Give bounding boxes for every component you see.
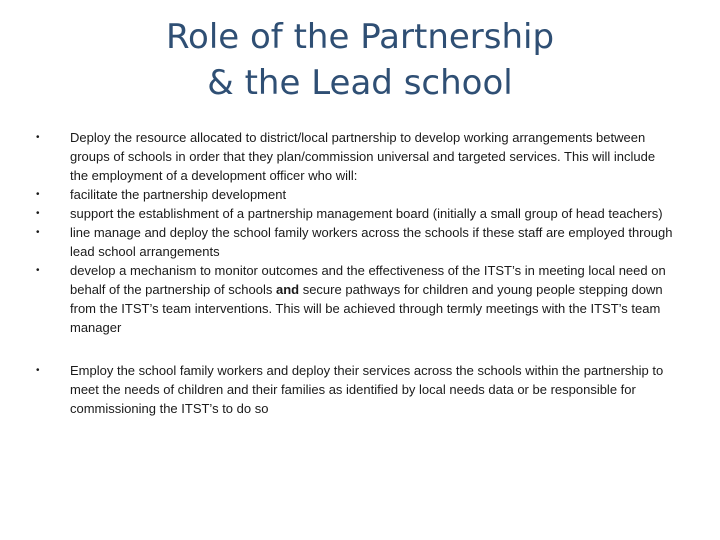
bullet-item [36, 204, 676, 223]
bullet-icon: • [36, 189, 40, 200]
bullet-text-before: develop a mechanism to monitor outcomes and the effectiveness of the ITST’s in meeting local need on behalf of the partnership of schools [70, 263, 666, 297]
bullet-icon: • [36, 132, 40, 143]
bullet-text-after: secure pathways for children and young people stepping down from the ITST’s team interventions. This will be achieved through termly meetings with the ITST’s team manager [70, 282, 663, 335]
bullet-text: Deploy the resource allocated to district/local partnership to develop working arrangements between groups of schools in order that they plan/commission universal and targeted services. This will include the employment of a development officer who will: [70, 130, 656, 183]
bullet-text [70, 263, 666, 335]
bullet-item [36, 261, 676, 337]
bullet-text: support the establishment of a partnership management board (initially a small group of head teachers) [70, 206, 663, 221]
bullet-item [36, 185, 676, 204]
bullet-text-bold: and [275, 282, 300, 297]
bullet-list [36, 128, 676, 418]
slide-title [60, 14, 660, 106]
bullet-item [36, 223, 676, 261]
bullet-item [36, 128, 676, 185]
bullet-icon: • [36, 208, 40, 219]
bullet-item [36, 361, 676, 418]
bullet-icon: • [36, 365, 40, 376]
bullet-text: facilitate the partnership development [70, 187, 287, 202]
bullet-text: Employ the school family workers and deploy their services across the schools within the partnership to meet the needs of children and their families as identified by local needs data or be responsible for commissioning the ITST’s to do so [70, 363, 664, 416]
title-line-1: Role of the Partnership [165, 17, 555, 57]
bullet-icon: • [36, 265, 40, 276]
bullet-icon: • [36, 227, 40, 238]
title-line-2: & the Lead school [207, 63, 513, 103]
bullet-text: line manage and deploy the school family workers across the schools if these staff are employed through lead school arrangements [70, 225, 673, 259]
